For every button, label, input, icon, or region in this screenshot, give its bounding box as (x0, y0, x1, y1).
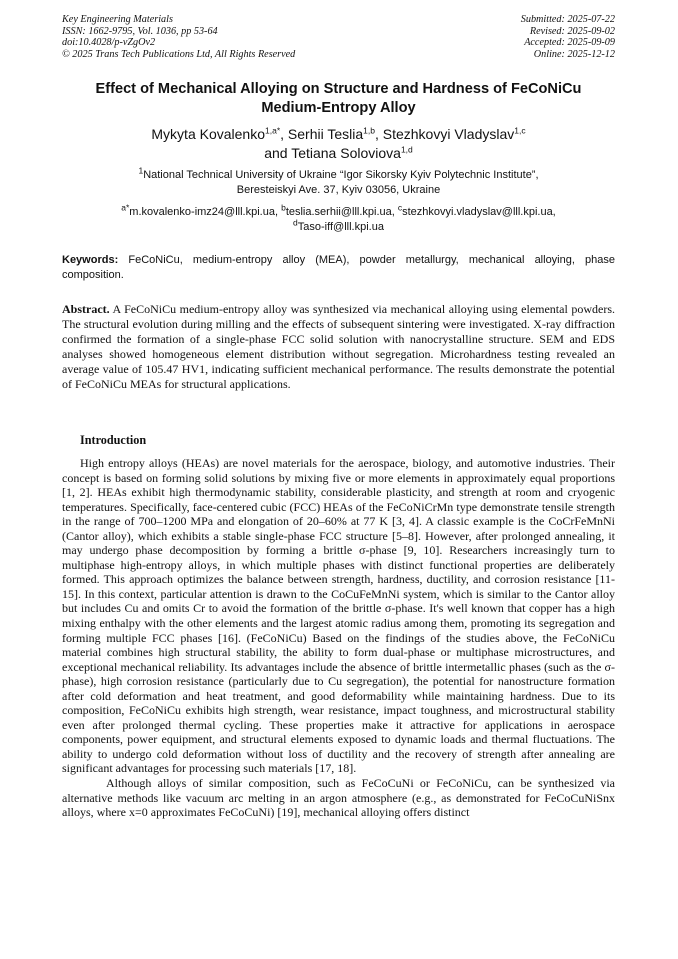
email-superscript: b (281, 202, 286, 213)
author-name: Tetiana Soloviova (291, 144, 401, 161)
abstract-block (62, 302, 615, 391)
issn-line: ISSN: 1662-9795, Vol. 1036, pp 53-64 (62, 25, 218, 37)
affiliation (62, 165, 615, 197)
paper-title (62, 80, 615, 117)
introduction-body (62, 456, 615, 820)
keywords-block (62, 253, 615, 282)
author-name: Mykyta Kovalenko (151, 126, 265, 142)
keywords-label: Keywords: (62, 254, 119, 266)
affiliation-line-2: Beresteiskyi Ave. 37, Kyiv 03056, Ukraine (236, 183, 441, 196)
email-superscript: d (293, 216, 298, 227)
section-heading-introduction: Introduction (80, 433, 147, 447)
email-line-2 (62, 216, 615, 235)
online-date: Online: 2025-12-12 (533, 48, 615, 60)
email-link[interactable]: stezhkovyi.vladyslav@lll.kpi.ua, (402, 206, 556, 218)
title-line-2: Medium-Entropy Alloy (261, 99, 416, 116)
submitted-date: Submitted: 2025-07-22 (520, 14, 615, 25)
doi-line: doi:10.4028/p-vZgOv2 (62, 37, 156, 49)
email-superscript: a* (121, 202, 130, 213)
copyright-line: © 2025 Trans Tech Publications Ltd, All Rights Reserved (62, 48, 296, 60)
introduction-paragraph-2: Although alloys of similar composition, such as FeCoCuNi or FeCoNiCu, can be synthesized via alternative methods like vacuum arc melting in an argon atmosphere (e.g., as demonstrated for FeCoCuNiSnx alloys, where x=0 approximates FeCoCuNi) [19], mechanical alloying offers distinct (62, 776, 615, 820)
affiliation-line-1: $^1$National Technical University of Ukraine “Igor Sikorsky Kyiv Polytechnic Institute”, (138, 165, 539, 181)
author-emails (62, 202, 615, 234)
email-link[interactable]: teslia.serhii@lll.kpi.ua, (285, 206, 395, 218)
email-superscript: c (397, 202, 403, 213)
affiliation-superscript: 1 (138, 165, 144, 176)
author-superscript: 1,d (400, 143, 413, 154)
keywords-text: FeCoNiCu, medium-entropy alloy (MEA), powder metallurgy, mechanical alloying, phase composition. (62, 254, 616, 281)
author-line-2 (62, 144, 615, 163)
title-line-1: Effect of Mechanical Alloying on Structure and Hardness of FeCoNiCu (95, 81, 582, 97)
author-line-1: Mykyta Kovalenko$^{1,a*}$, Serhii Teslia$^{1,b}$, Stezhkovyi Vladyslav$^{1,c}$ (151, 125, 526, 142)
author-conjunction: and (264, 144, 288, 161)
journal-info (62, 14, 295, 60)
abstract-label: Abstract. (62, 302, 110, 316)
journal-name: Key Engineering Materials (62, 14, 173, 25)
email-link[interactable]: m.kovalenko-imz24@lll.kpi.ua, (129, 206, 279, 218)
author-list (62, 125, 615, 162)
email-link[interactable]: Taso-iff@lll.kpi.ua (297, 220, 384, 233)
introduction-paragraph-1: High entropy alloys (HEAs) are novel materials for the aerospace, biology, and automotive industries. Their concept is based on forming solid solutions by mixing five or more elements in approximately equal proportions [1, 2]. HEAs exhibit high thermodynamic stability, considerable plasticity, and strength at room and cryogenic temperatures. Specifically, face-centered cubic (FCC) HEAs of the FeCoNiCrMn type demonstrate tensile strength in the range of 700–1200 MPa and elongation of 20–60% at 77 K [3, 4]. A classic example is the CoCrFeMnNi (Cantor alloy), which exhibits a stable single-phase FCC structure [5–8]. However, after prolonged annealing, it may undergo phase decomposition by forming a brittle σ-phase [9, 10]. Researchers increasingly turn to multiphase high-entropy alloys, in which multiple phases with distinct functional properties are deliberately formed. This approach optimizes the balance between strength, hardness, ductility, and corrosion resistance [11-15]. In this context, particular attention is drawn to the CoCuFeMnNi system, which is similar to the Cantor alloy but includes Cu and omits Cr to avoid the formation of the brittle σ-phase. It's well known that copper has a high mixing enthalpy with the other elements and the largest atomic radius among them, promoting its segregation and forming multiple FCC phases [16]. (FeCoNiCu) Based on the findings of the studies above, the FeCoNiCu material combines high structural stability, the ability to form dual-phase or multiphase microstructures, and exceptional mechanical reliability. Its advantages include the absence of brittle intermetallic phases (such as the σ-phase), high corrosion resistance (particularly due to Cu segregation), the potential for nanostructure formation after cold deformation and heat treatment, and good deformability while maintaining hardness. Due to its composition, FeCoNiCu exhibits high strength, wear resistance, impact toughness, and microstructural stability even after prolonged thermal cycling. These properties make it attractive for applications in aerospace components, power equipment, and structural elements exposed to dynamic loads and thermal fluctuations. The ability to undergo cold deformation without loss of ductility and the recovery of strength after annealing are significant advantages for processing such materials [17, 18]. (62, 456, 615, 776)
author-superscript: 1,c (514, 125, 526, 136)
author-superscript: 1,a* (265, 125, 281, 136)
accepted-date: Accepted: 2025-09-09 (524, 37, 615, 49)
email-line-1 (62, 202, 615, 220)
revised-date: Revised: 2025-09-02 (529, 25, 615, 37)
author-superscript: 1,b (363, 125, 375, 136)
submission-dates (521, 14, 615, 60)
author-name: Serhii Teslia (287, 126, 364, 142)
abstract-text: A FeCoNiCu medium-entropy alloy was synthesized via mechanical alloying using elemental powders. The structural evolution during milling and the effects of subsequent sintering were investigated. X-ray diffraction confirmed the formation of a single-phase FCC solid solution with nanocrystalline structure. SEM and EDS analyses showed homogeneous element distribution without segregation. Microhardness testing revealed an average value of 105.47 HV1, indicating sufficient mechanical performance. The results demonstrate the potential of FeCoNiCu MEAs for structural applications. (62, 302, 615, 391)
author-name: Stezhkovyi Vladyslav (382, 126, 515, 142)
